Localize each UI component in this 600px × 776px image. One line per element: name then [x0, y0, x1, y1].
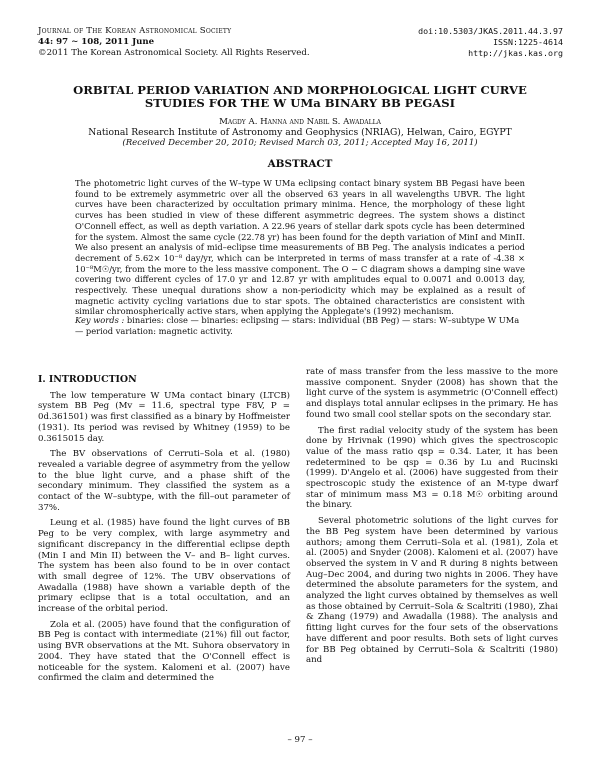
- doi[interactable]: doi:10.5303/JKAS.2011.44.3.97: [418, 26, 563, 36]
- paragraph: Several photometric solutions of the light curves for the BB Peg system have been determined by various authors; among them Cerruti–Sola et al. (1981), Zola et al. (2005) and Snyder (2008). Kalomeni et al. (2007) have observed the system in V and R during 8 nights between Aug–Dec 2004, and during two nights in 2006. They have determined the absolute parameters for the system, and analyzed the light curves obtained by themselves as well as those obtained by Cerruit–Sola & Scaltriti (1980), Zhai & Zhang (1979) and Awadalla (1988). The analysis and fitting light curves for the four sets of the observations have different and poor results. Both sets of light curves for BB Peg obtained by Cerruti–Sola & Scaltriti (1980) and: [306, 516, 558, 666]
- journal-volume: 44: 97 ∼ 108, 2011 June: [38, 37, 155, 47]
- paragraph: The first radial velocity study of the system has been done by Hrivnak (1990) which gives the spectroscopic value of the mass ratio qsp = 0.34. Later, it has been redetermined to be qsp = 0.36 by Lu and Rucinski (1999). D'Angelo et al. (2006) have suggested from their spectroscopic study the existence of an M-type dwarf star of minimum mass M3 = 0.18 M☉ orbiting around the binary.: [306, 425, 558, 511]
- journal-url[interactable]: http://jkas.kas.org: [468, 48, 563, 58]
- doi-header: [418, 26, 563, 59]
- title-line-2: STUDIES FOR THE W UMa BINARY BB PEGASI: [144, 96, 456, 110]
- affiliation: National Research Institute of Astronomy and Geophysics (NRIAG), Helwan, Cairo, EGYPT: [88, 127, 512, 138]
- abstract-text: The photometric light curves of the W–type W UMa eclipsing contact binary system BB Pegasi have been found to be extremely asymmetric over all the observed 63 years in all wavelengths UBVR. The light curves have been characterized by occultation primary minima. Hence, the morphology of these light curves has been studied in view of these different asymmetric degrees. The system shows a distinct O'Connell effect, as well as depth variation. A 22.96 years of stellar dark spots cycle has been determined for the system. Almost the same cycle (22.78 yr) has been found for the depth variation of MinI and MinII. We also present an analysis of mid–eclipse time measurements of BB Peg. The analysis indicates a period decrement of 5.62× 10⁻⁸ day/yr, which can be interpreted in terms of mass transfer at a rate of -4.38 × 10⁻⁸M☉/yr, from the more to the less massive component. The O − C diagram shows a damping sine wave covering two different cycles of 17.0 yr and 12.87 yr with amplitudes equal to 0.0071 and 0.0013 day, respectively. These unequal durations show a non-periodicity which may be explained as a result of magnetic activity cycling variations due to star spots. The obtained characteristics are consistent with similar chromospherically active stars, when applying the Applegate's (1992) mechanism.: [75, 178, 525, 317]
- keywords: [75, 315, 525, 336]
- received-dates: (Received December 20, 2010; Revised March 03, 2011; Accepted May 16, 2011): [122, 138, 478, 148]
- paragraph: The BV observations of Cerruti–Sola et al. (1980) revealed a variable degree of asymmetry from the yellow to the blue light curve, and a phase shift of the secondary minimum. They classified the system as a contact of the W–subtype, with the fill–out parameter of 37%.: [38, 449, 290, 513]
- page-number: – 97 –: [287, 735, 313, 745]
- paper-title: [38, 84, 562, 110]
- abstract-heading: ABSTRACT: [267, 158, 333, 170]
- journal-header: [38, 26, 310, 59]
- journal-name: Journal of The Korean Astronomical Society: [38, 26, 232, 36]
- section-title-introduction: I. INTRODUCTION: [38, 374, 137, 385]
- keywords-label: Key words :: [75, 315, 125, 325]
- paragraph: Leung et al. (1985) have found the light curves of BB Peg to be very complex, with large asymmetry and significant discrepancy in the differential eclipse depth (Min I and Min II) between the V– and B– light curves. The system has been also found to be in over contact with small degree of 12%. The UBV observations of Awadalla (1988) have shown a variable depth of the primary eclipse that is a total occultation, and an increase of the orbital period.: [38, 518, 290, 615]
- issn: ISSN:1225-4614: [493, 37, 563, 47]
- paragraph: rate of mass transfer from the less massive to the more massive component. Snyder (2008) has shown that the light curve of the system is asymmetric (O'Connell effect) and displays total annular eclipses in the primary. He has found two small cool stellar spots on the secondary star.: [306, 367, 558, 420]
- journal-copyright: ©2011 The Korean Astronomical Society. All Rights Reserved.: [38, 48, 310, 58]
- paragraph: The low temperature W UMa contact binary (LTCB) system BB Peg (Mv = 11.6, spectral type F8V, P = 0d.361501) was first classified as a binary by Hoffmeister (1931). Its period was revised by Whitney (1959) to be 0.3615015 day.: [38, 390, 290, 444]
- title-line-1: ORBITAL PERIOD VARIATION AND MORPHOLOGICAL LIGHT CURVE: [73, 83, 527, 97]
- left-column: [38, 375, 290, 689]
- authors: Magdy A. Hanna and Nabil S. Awadalla: [219, 117, 381, 127]
- keywords-list: binaries: close — binaries: eclipsing — stars: individual (BB Peg) — stars: W–subtype W UMa — period variation: magnetic activity.: [75, 315, 520, 336]
- paragraph: Zola et al. (2005) have found that the configuration of BB Peg is contact with intermediate (21%) fill out factor, using BVR observations at the Mt. Suhora observatory in 2004. They have stated that the O'Connell effect is noticeable for the system. Kalomeni et al. (2007) have confirmed the claim and determined the: [38, 619, 290, 684]
- right-column: [306, 367, 558, 671]
